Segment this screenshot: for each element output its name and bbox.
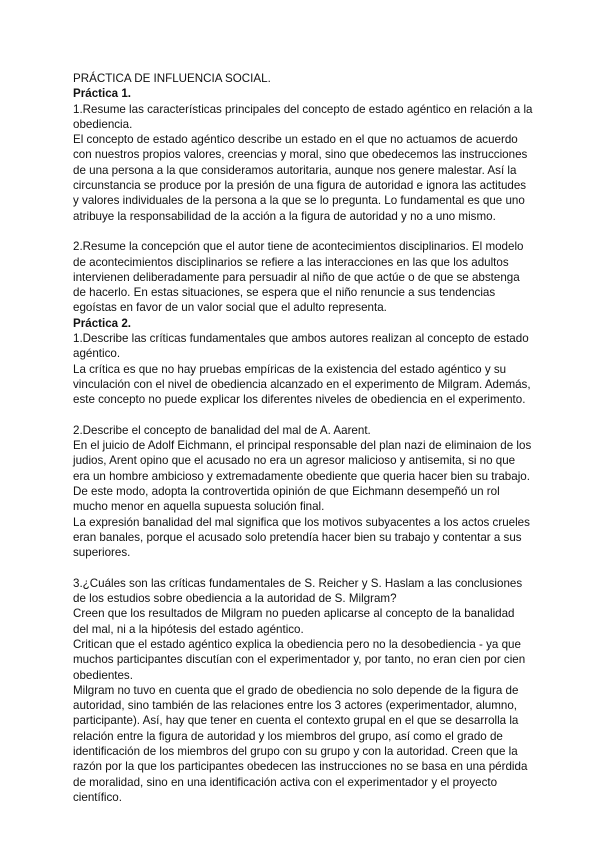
answer-2-2-b: La expresión banalidad del mal significa que los motivos subyacentes a los actos crueles eran banales, porque el acusado solo pretendía hacer bien su trabajo y contentar a sus superiores. — [73, 515, 530, 560]
question-1-2: 2.Resume la concepción que el autor tiene de acontecimientos disciplinarios. El modelo de acontecimientos disciplinarios se refiere a las interacciones en las que los adultos intervienen deliberadamente para persuadir al niño de que actúe o de que se abstenga de hacerlo. En estas situaciones, se espera que el niño renuncie a sus tendencias egoístas en favor de un valor social que el adulto representa. — [73, 240, 524, 315]
paragraph-gap — [73, 408, 533, 423]
question-2-3: 3.¿Cuáles son las críticas fundamentales de S. Reicher y S. Haslam a las conclusiones de los estudios sobre obediencia a la autoridad de S. Milgram? — [73, 576, 523, 606]
answer-2-3-a: Creen que los resultados de Milgram no pueden aplicarse al concepto de la banalidad del mal, ni a la hipótesis del estado agéntico. — [73, 607, 515, 636]
paragraph-gap — [73, 224, 533, 239]
answer-1-1: El concepto de estado agéntico describe un estado en el que no actuamos de acuerdo con nuestros propios valores, creencias y moral, sino que obedecemos las instrucciones de una persona a la que consideramos autoritaria, aunque nos genere malestar. Así la circunstancia se produce por la presión de una figura de autoridad e ignora las actitudes y valores individuales de la persona a la que se lo pregunta. Lo fundamental es que uno atribuye la responsabilidad de la acción a la figura de autoridad y no a uno mismo. — [73, 133, 528, 223]
answer-2-3-b: Critican que el estado agéntico explica la obediencia pero no la desobediencia - ya que muchos participantes discutían con el experimentador y, por tanto, no eran cien por cien obedientes. — [73, 637, 526, 682]
paragraph-gap — [73, 561, 533, 576]
section-heading-practica-1: Práctica 1. — [73, 87, 132, 101]
section-heading-practica-2: Práctica 2. — [73, 316, 132, 330]
document-title: PRÁCTICA DE INFLUENCIA SOCIAL. — [73, 72, 271, 85]
question-2-1: 1.Describe las críticas fundamentales que ambos autores realizan al concepto de estado agéntico. — [73, 332, 529, 361]
answer-2-2-a: En el juicio de Adolf Eichmann, el principal responsable del plan nazi de eliminaion de los judios, Arent opino que el acusado no era un agresor malicioso y antisemita, si no que era un hombre ambicioso y extremadamente obediente que queria hacer bien su trabajo. De este modo, adopta la controvertida opinión de que Eichmann desempeñó un rol mucho menor en aquella supuesta solución final. — [73, 439, 532, 514]
question-2-2: 2.Describe el concepto de banalidad del mal de A. Aarent. — [73, 423, 371, 437]
question-1-1: 1.Resume las características principales del concepto de estado agéntico en relación a la obediencia. — [73, 102, 533, 131]
answer-2-3-c: Milgram no tuvo en cuenta que el grado de obediencia no solo depende de la figura de autoridad, sino también de las relaciones entre los 3 actores (experimentador, alumno, participante). Así, hay que tener en cuenta el contexto grupal en el que se desarrolla la relación entre la figura de autoridad y los miembros del grupo, así como el grado de identificación de los miembros del grupo con su grupo y con la autoridad. Creen que la razón por la que los participantes obedecen las instrucciones no se basa en una pérdida de moralidad, sino en una identificación activa con el experimentador y el proyecto científico. — [73, 683, 528, 804]
document-body — [73, 71, 533, 805]
answer-2-1: La crítica es que no hay pruebas empíricas de la existencia del estado agéntico y su vinculación con el nivel de obediencia alcanzado en el experimento de Milgram. Además, este concepto no puede explicar los diferentes niveles de obediencia en el experimento. — [73, 362, 531, 407]
